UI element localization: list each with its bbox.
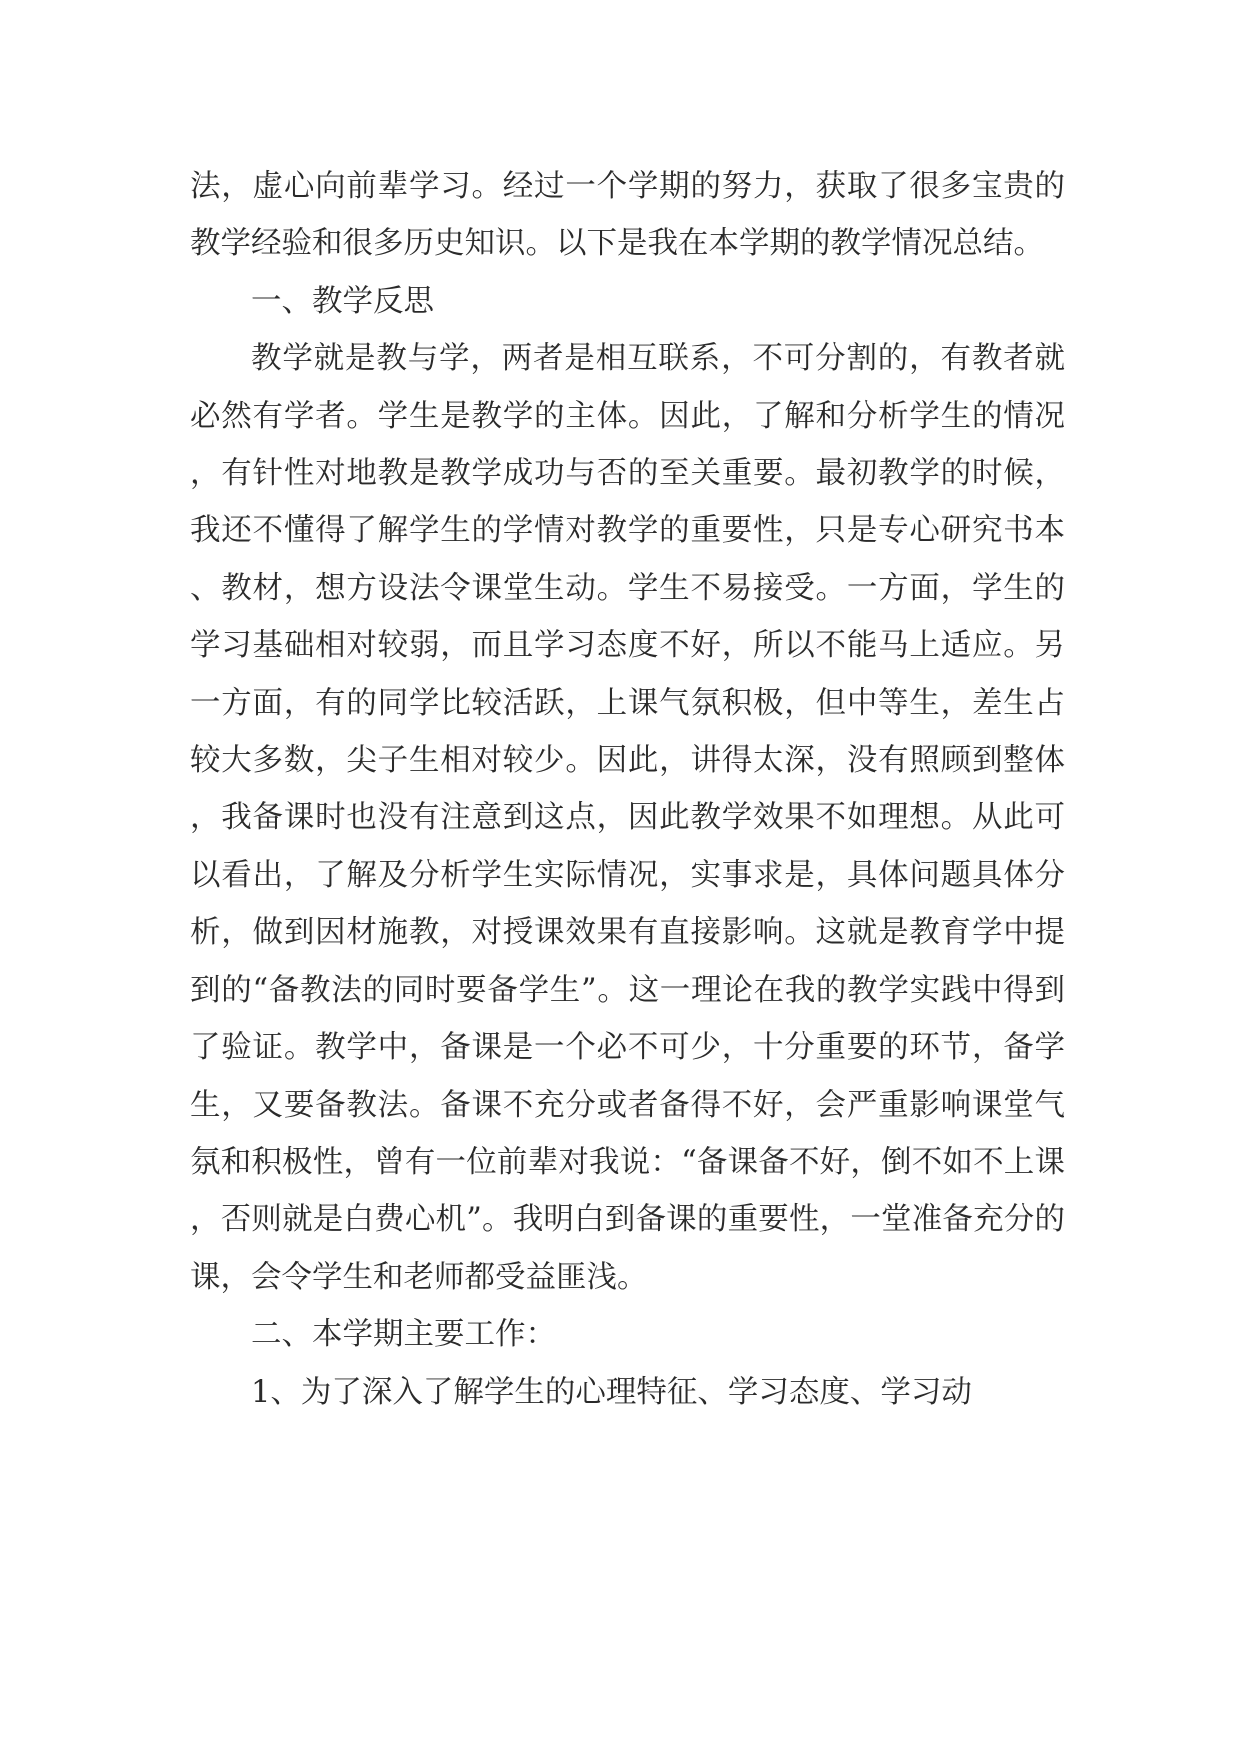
section-heading-main-work: 二、本学期主要工作： [251, 1317, 556, 1353]
paragraph-teaching-reflection: 教学就是教与学，两者是相互联系，不可分割的，有教者就必然有学者。学生是教学的主体。因此，了解和分析学生的情况，有针性对地教是教学成功与否的至关重要。最初教学的时候，我还不懂得了解学生的学情对教学的重要性，只是专心研究书本、教材，想方设法令课堂生动。学生不易接受。一方面，学生的学习基础相对较弱，而且学习态度不好，所以不能马上适应。另一方面，有的同学比较活跃，上课气氛积极，但中等生，差生占较大多数，尖子生相对较少。因此，讲得太深，没有照顾到整体，我备课时也没有注意到这点，因此教学效果不如理想。从此可以看出，了解及分析学生实际情况，实事求是，具体问题具体分析，做到因材施教，对授课效果有直接影响。这就是教育学中提到的“备教法的同时要备学生”。这一理论在我的教学实践中得到了验证。教学中，备课是一个必不可少，十分重要的环节，备学生，又要备教法。备课不充分或者备得不好，会严重影响课堂气氛和积极性，曾有一位前辈对我说：“备课备不好，倒不如不上课，否则就是白费心机”。我明白到备课的重要性，一堂准备充分的课，会令学生和老师都受益匪浅。 [190, 341, 1065, 1295]
section-heading-teaching-reflection: 一、教学反思 [251, 283, 434, 319]
paragraph-continuation: 法，虚心向前辈学习。经过一个学期的努力，获取了很多宝贵的教学经验和很多历史知识。以下是我在本学期的教学情况总结。 [190, 169, 1065, 262]
document-body [190, 158, 1065, 1421]
list-item-1: 1、为了深入了解学生的心理特征、学习态度、学习动 [251, 1374, 972, 1410]
